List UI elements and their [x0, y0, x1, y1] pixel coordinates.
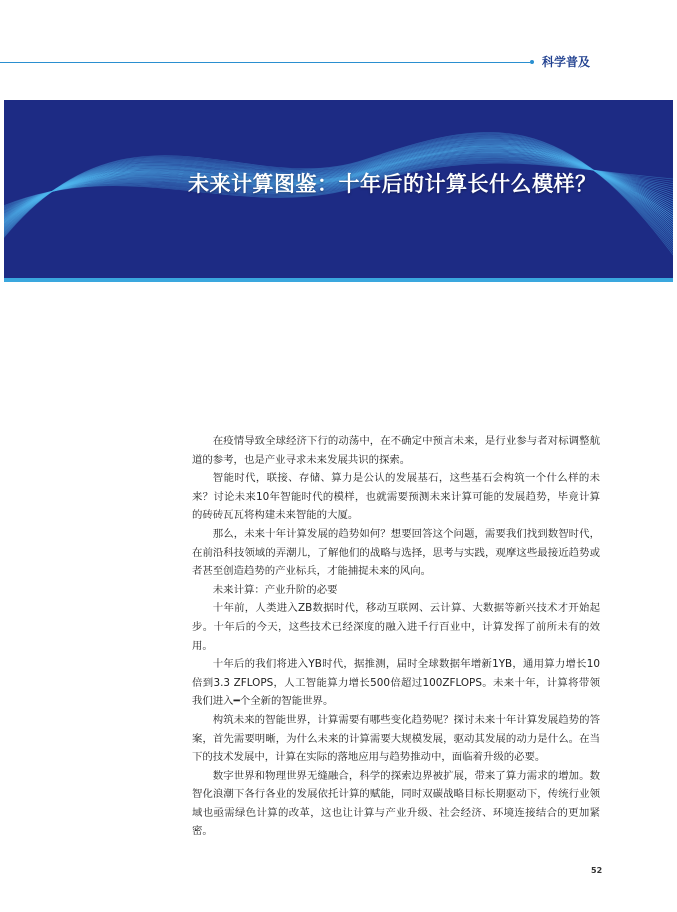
wave-line [4, 133, 673, 267]
paragraph: 智能时代，联接、存储、算力是公认的发展基石，这些基石会构筑一个什么样的未来？讨论未来10年智能时代的模样，也就需要预测未来计算可能的发展趋势，毕竟计算的砖砖瓦瓦将构建未来智能的大厦。 [192, 472, 600, 522]
section-label: 科学普及 [542, 55, 591, 69]
paragraph: 十年后的我们将进入YB时代，据推测，届时全球数据年增新1YB，通用算力增长10倍到3.3 ZFLOPS，人工智能算力增长500倍超过100ZFLOPS。未来十年，计算将带领我们进入━个全新的智能世界。 [192, 658, 600, 708]
paragraph: 十年前，人类进入ZB数据时代，移动互联网、云计算、大数据等新兴技术才开始起步。十年后的今天，这些技术已经深度的融入进千行百业中，计算发挥了前所未有的效用。 [192, 602, 600, 652]
page-number: 52 [591, 866, 603, 875]
paragraph: 构筑未来的智能世界，计算需要有哪些变化趋势呢？探讨未来十年计算发展趋势的答案，首先需要明晰，为什么未来的计算需要大规模发展，驱动其发展的动力是什么。在当下的技术发展中，计算在实际的落地应用与趋势推动中，面临着升级的必要。 [192, 713, 600, 764]
paragraph: 那么，未来十年计算发展的趋势如何？想要回答这个问题，需要我们找到数智时代，在前沿科技领域的弄潮儿，了解他们的战略与选择，思考与实践，观摩这些最接近趋势或者甚至创造趋势的产业标兵，才能捕捉未来的风向。 [192, 527, 600, 578]
paragraph: 数字世界和物理世界无缝融合，科学的探索边界被扩展，带来了算力需求的增加。数智化浪潮下各行各业的发展依托计算的赋能，同时双碳战略目标长期驱动下，传统行业领域也亟需绿色计算的改革，这也让计算与产业升级、社会经济、环境连接结合的更加紧密。 [192, 769, 600, 838]
header-rule [0, 62, 530, 63]
banner-underline [4, 278, 673, 282]
wave-line [4, 134, 673, 264]
wave-line [4, 135, 673, 262]
header-rule-dot [530, 60, 534, 64]
paragraph: 在疫情导致全球经济下行的动荡中，在不确定中预言未来，是行业参与者对标调整航道的参考，也是产业寻求未来发展共识的探索。 [192, 435, 600, 466]
section-heading: 未来计算：产业升阶的必要 [212, 583, 338, 596]
wave-line [4, 132, 673, 270]
article-title: 未来计算图鉴：十年后的计算长什么模样？ [188, 172, 597, 196]
article-body [192, 432, 600, 841]
